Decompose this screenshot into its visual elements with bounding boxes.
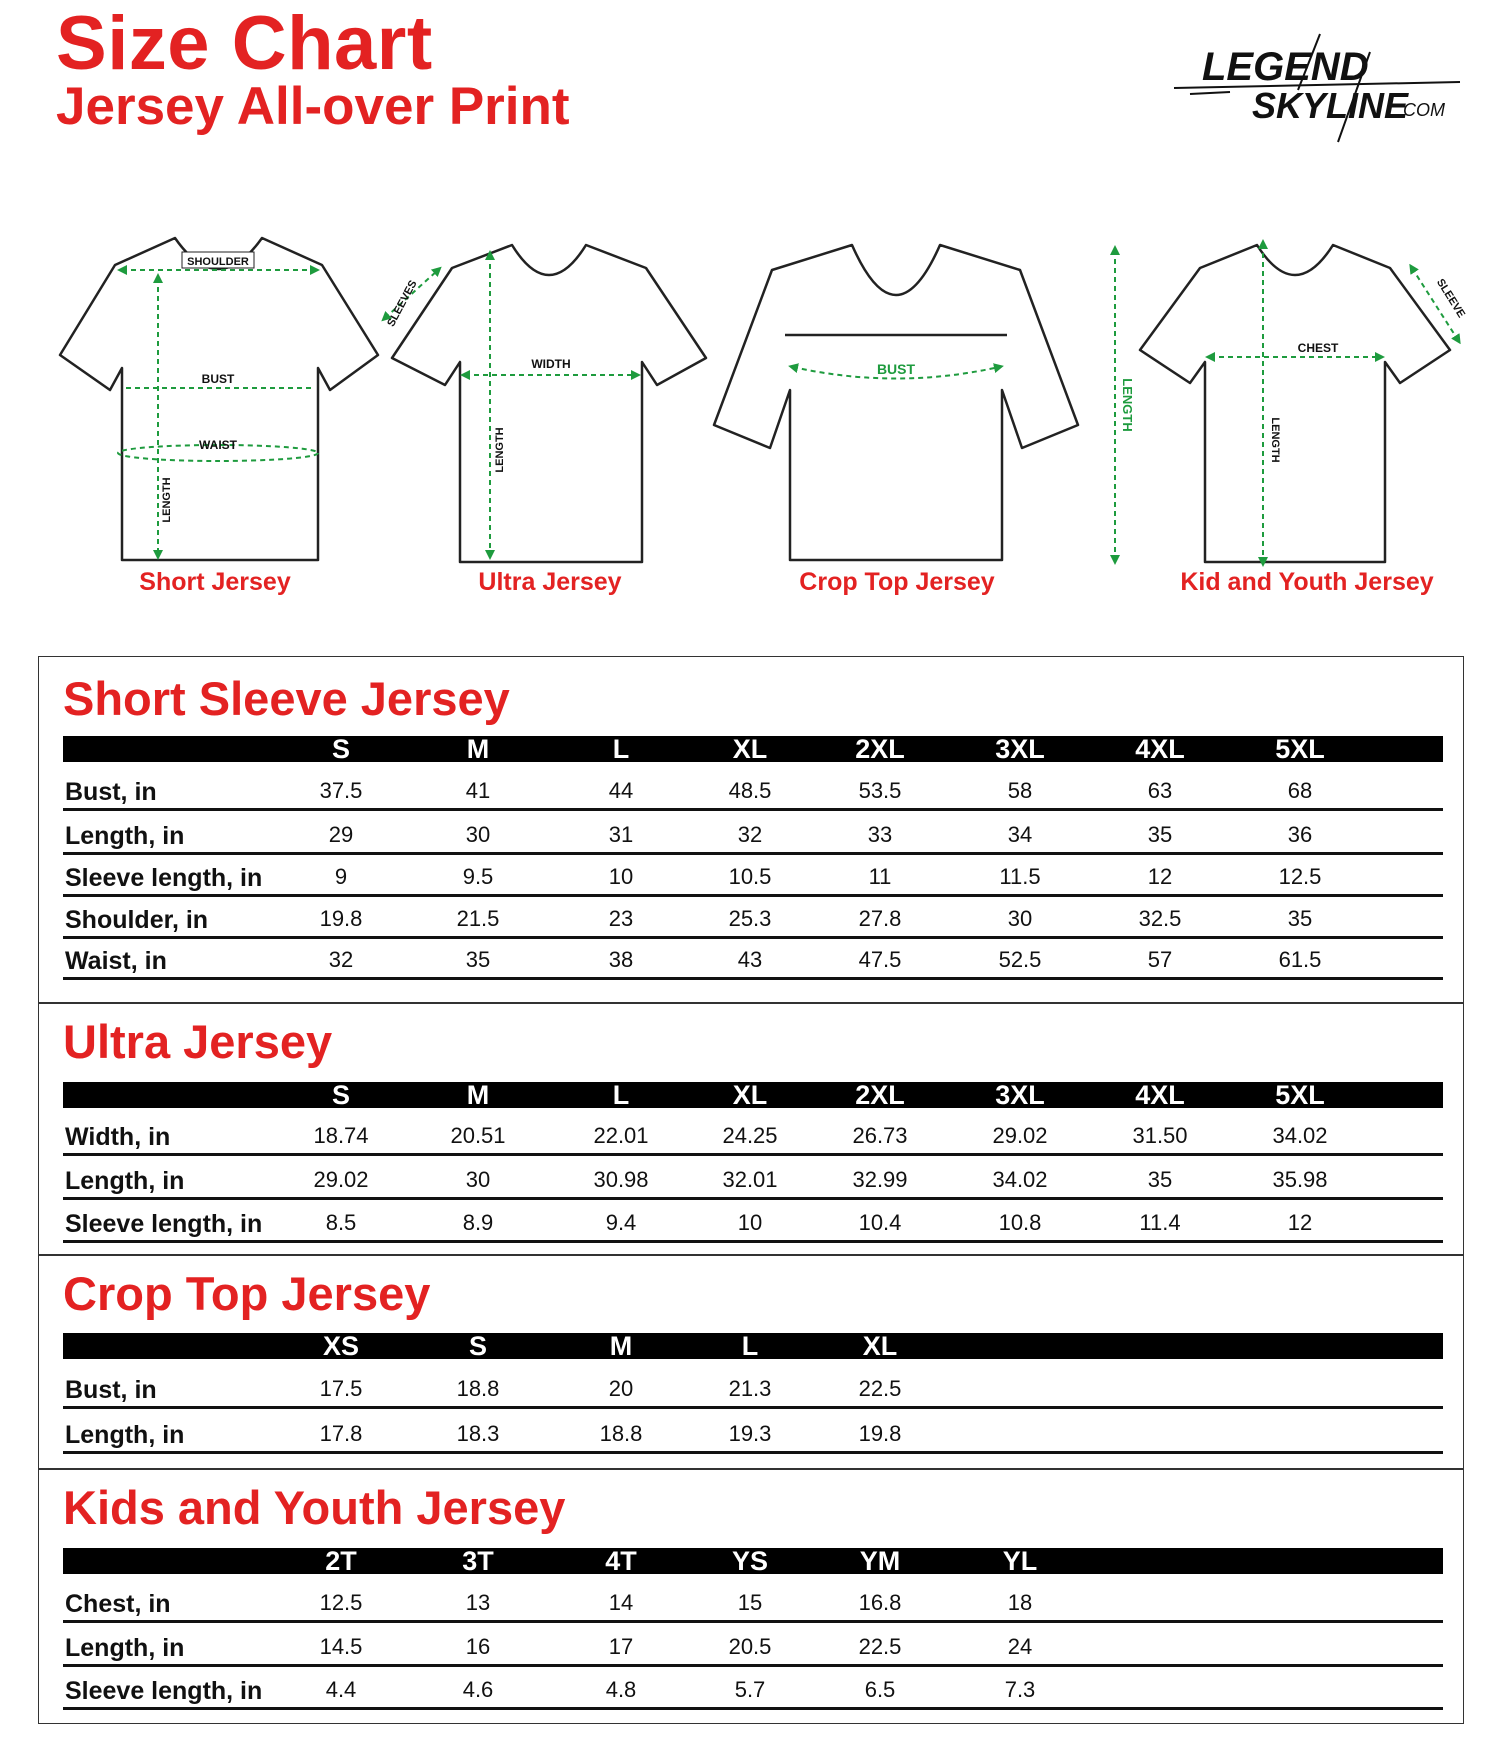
measurement-value: 10.5 (728, 864, 772, 889)
measurement-value: 7.3 (1004, 1677, 1036, 1702)
measurement-value: 68 (1287, 778, 1313, 803)
size-header-cell: XS (322, 1331, 360, 1361)
table-row (63, 855, 1443, 897)
size-header-cell: 5XL (1275, 1080, 1325, 1110)
table-row (63, 762, 1443, 811)
label-width: WIDTH (531, 357, 571, 371)
measurement-value: 12.5 (319, 1590, 363, 1615)
measurement-value: 6.5 (864, 1677, 896, 1702)
size-header-cell: M (466, 734, 490, 764)
measurement-value: 5.7 (734, 1677, 766, 1702)
measurement-value: 25.3 (728, 906, 772, 931)
measurement-value: 8.5 (325, 1210, 357, 1235)
measurement-value: 36 (1287, 822, 1313, 847)
size-header-cell: 4T (605, 1546, 637, 1576)
label-bust-short: BUST (201, 372, 235, 386)
garment-diagrams (0, 225, 1500, 570)
logo-skyline: SKYLINE (1252, 85, 1409, 126)
size-table-section (38, 1003, 1464, 1255)
size-header-cell: S (331, 734, 350, 764)
measurement-value: 35 (1287, 906, 1313, 931)
logo-legend: LEGEND (1202, 45, 1369, 89)
label-length-short: LENGTH (161, 477, 173, 523)
size-table-section (38, 1255, 1464, 1469)
measurement-value: 53.5 (858, 778, 902, 803)
label-waist: WAIST (199, 438, 237, 452)
measurement-value: 24.25 (722, 1123, 778, 1148)
measurement-value: 52.5 (998, 947, 1042, 972)
measurement-value: 31 (608, 822, 634, 847)
measurement-value: 35 (1147, 1167, 1173, 1192)
measurement-value: 22.5 (858, 1634, 902, 1659)
measurement-value: 4.4 (325, 1677, 357, 1702)
measurement-value: 18.3 (456, 1421, 500, 1446)
measurement-value: 16.8 (858, 1590, 902, 1615)
measurement-label: Sleeve length, in (65, 1677, 263, 1705)
measurement-value: 30.98 (593, 1167, 649, 1192)
measurement-value: 12 (1147, 864, 1173, 889)
measurement-value: 33 (867, 822, 893, 847)
measurement-label: Sleeve length, in (65, 864, 263, 892)
measurement-label: Length, in (65, 1421, 185, 1449)
measurement-value: 14 (608, 1590, 634, 1615)
table-row (63, 1156, 1443, 1200)
measurement-value: 12.5 (1278, 864, 1322, 889)
table-row (63, 1359, 1443, 1409)
measurement-value: 31.50 (1132, 1123, 1188, 1148)
size-header-cell: S (331, 1080, 350, 1110)
size-header-cell: XL (862, 1331, 898, 1361)
table-row (63, 811, 1443, 855)
measurement-value: 9.5 (462, 864, 494, 889)
label-chest: CHEST (1297, 341, 1339, 355)
measurement-value: 35 (465, 947, 491, 972)
table-header (63, 1333, 1443, 1359)
page-title: Size Chart (56, 1, 433, 86)
label-sleeve: SLEEVE (1433, 276, 1468, 320)
label-shoulder: SHOULDER (187, 256, 249, 268)
measurement-value: 24 (1007, 1634, 1033, 1659)
measurement-label: Length, in (65, 1167, 185, 1195)
measurement-label: Shoulder, in (65, 906, 209, 934)
table-row (63, 939, 1443, 980)
label-bust-crop: BUST (876, 361, 916, 377)
size-header-cell: YM (859, 1546, 901, 1576)
size-header-cell: 2XL (855, 734, 905, 764)
size-header-cell: 3XL (995, 1080, 1045, 1110)
size-header-cell: L (612, 1080, 630, 1110)
measurement-value: 35 (1147, 822, 1173, 847)
table-row (63, 1409, 1443, 1454)
measurement-value: 16 (465, 1634, 491, 1659)
size-header-cell: M (609, 1331, 633, 1361)
size-header-cell: 2T (325, 1546, 357, 1576)
table-row (63, 1108, 1443, 1156)
measurement-value: 21.3 (728, 1376, 772, 1401)
caption-short-jersey: Short Jersey (139, 568, 291, 596)
size-header-cell: YL (1002, 1546, 1038, 1576)
measurement-value: 17 (608, 1634, 634, 1659)
measurement-value: 38 (608, 947, 634, 972)
measurement-value: 44 (608, 778, 634, 803)
table-header (63, 1082, 1443, 1108)
measurement-value: 29.02 (313, 1167, 369, 1192)
measurement-value: 30 (1007, 906, 1033, 931)
label-sleeves: SLEEVES (385, 278, 420, 329)
short-jersey-outline (60, 238, 378, 560)
legend-skyline-logo (1170, 30, 1470, 145)
label-length-kid: LENGTH (1269, 417, 1281, 463)
measurement-value: 15 (737, 1590, 763, 1615)
measurement-value: 43 (737, 947, 763, 972)
measurement-value: 29.02 (992, 1123, 1048, 1148)
measurement-value: 20.51 (450, 1123, 506, 1148)
measurement-value: 4.6 (462, 1677, 494, 1702)
measurement-value: 19.8 (858, 1421, 902, 1446)
table-row (63, 897, 1443, 939)
measurement-value: 34.02 (992, 1167, 1048, 1192)
measurement-value: 20 (608, 1376, 634, 1401)
measurement-value: 32.01 (722, 1167, 778, 1192)
size-header-cell: 3XL (995, 734, 1045, 764)
measurement-value: 32 (737, 822, 763, 847)
measurement-value: 17.5 (319, 1376, 363, 1401)
logo-suffix: .COM (1398, 100, 1445, 120)
measurement-value: 32.99 (852, 1167, 908, 1192)
measurement-value: 48.5 (728, 778, 772, 803)
measurement-value: 14.5 (319, 1634, 363, 1659)
measurement-value: 22.01 (593, 1123, 649, 1148)
table-title: Crop Top Jersey (63, 1267, 431, 1320)
measurement-label: Width, in (65, 1123, 171, 1151)
measurement-value: 17.8 (319, 1421, 363, 1446)
measurement-value: 11.4 (1139, 1210, 1181, 1235)
measurement-value: 9 (334, 864, 348, 889)
measurement-value: 35.98 (1272, 1167, 1328, 1192)
measurement-value: 4.8 (605, 1677, 637, 1702)
measurement-label: Sleeve length, in (65, 1210, 263, 1238)
size-header-cell: 4XL (1135, 1080, 1185, 1110)
measurement-value: 19.8 (319, 906, 363, 931)
measurement-value: 41 (465, 778, 491, 803)
size-header-cell: L (612, 734, 630, 764)
table-row (63, 1623, 1443, 1667)
measurement-value: 32 (328, 947, 354, 972)
size-header-cell: YS (731, 1546, 769, 1576)
measurement-value: 11 (868, 864, 892, 889)
size-header-cell: M (466, 1080, 490, 1110)
measurement-value: 34 (1007, 822, 1033, 847)
measurement-label: Length, in (65, 1634, 185, 1662)
size-table (63, 1082, 1443, 1243)
measurement-value: 10.8 (998, 1210, 1042, 1235)
measurement-value: 10 (737, 1210, 763, 1235)
measurement-value: 47.5 (858, 947, 902, 972)
measurement-value: 10.4 (858, 1210, 902, 1235)
caption-crop-top-jersey: Crop Top Jersey (799, 568, 995, 596)
measurement-value: 58 (1007, 778, 1033, 803)
measurement-value: 8.9 (462, 1210, 494, 1235)
measurement-value: 22.5 (858, 1376, 902, 1401)
size-table-section (38, 1469, 1464, 1724)
measurement-value: 34.02 (1272, 1123, 1328, 1148)
measurement-label: Bust, in (65, 778, 157, 806)
measurement-value: 23 (608, 906, 634, 931)
measurement-value: 11.5 (999, 864, 1041, 889)
size-header-cell: XL (732, 1080, 768, 1110)
measurement-value: 29 (328, 822, 354, 847)
measurement-label: Waist, in (65, 947, 167, 975)
measurement-value: 20.5 (728, 1634, 772, 1659)
size-table-section (38, 656, 1464, 1003)
measurement-value: 18.8 (599, 1421, 643, 1446)
size-table (63, 1548, 1443, 1710)
size-header-cell: 2XL (855, 1080, 905, 1110)
size-header-cell: 3T (462, 1546, 494, 1576)
table-header (63, 1548, 1443, 1574)
measurement-value: 37.5 (319, 778, 363, 803)
caption-ultra-jersey: Ultra Jersey (478, 568, 622, 596)
size-header-cell: XL (732, 734, 768, 764)
measurement-value: 10 (608, 864, 634, 889)
label-length-ultra: LENGTH (494, 427, 506, 473)
size-table (63, 736, 1443, 980)
measurement-value: 21.5 (456, 906, 500, 931)
measurement-value: 18 (1007, 1590, 1033, 1615)
size-header-cell: 5XL (1275, 734, 1325, 764)
caption-kid-youth-jersey: Kid and Youth Jersey (1180, 568, 1434, 596)
measurement-value: 18.8 (456, 1376, 500, 1401)
measurement-value: 57 (1147, 947, 1173, 972)
measurement-label: Length, in (65, 822, 185, 850)
measurement-value: 26.73 (852, 1123, 908, 1148)
table-title: Kids and Youth Jersey (63, 1481, 566, 1534)
table-row (63, 1574, 1443, 1623)
measurement-value: 19.3 (728, 1421, 772, 1446)
size-header-cell: 4XL (1135, 734, 1185, 764)
measurement-value: 27.8 (858, 906, 902, 931)
table-row (63, 1200, 1443, 1243)
measurement-value: 30 (465, 822, 491, 847)
measurement-value: 9.4 (605, 1210, 637, 1235)
measurement-value: 12 (1287, 1210, 1313, 1235)
measurement-label: Bust, in (65, 1376, 157, 1404)
measurement-value: 63 (1147, 778, 1173, 803)
measurement-value: 13 (465, 1590, 491, 1615)
table-row (63, 1667, 1443, 1710)
page-subtitle: Jersey All-over Print (56, 77, 570, 136)
measurement-label: Chest, in (65, 1590, 171, 1618)
measurement-value: 18.74 (313, 1123, 369, 1148)
ultra-jersey-outline (392, 245, 706, 562)
size-header-cell: L (741, 1331, 759, 1361)
measurement-value: 61.5 (1278, 947, 1322, 972)
measurement-value: 32.5 (1138, 906, 1182, 931)
measurement-value: 30 (465, 1167, 491, 1192)
kid-youth-jersey-outline (1140, 245, 1450, 562)
size-table (63, 1333, 1443, 1454)
label-length-crop: LENGTH (1120, 378, 1135, 432)
table-title: Ultra Jersey (63, 1015, 333, 1068)
crop-top-jersey-outline (714, 245, 1078, 560)
size-header-cell: S (468, 1331, 487, 1361)
table-header (63, 736, 1443, 762)
table-title: Short Sleeve Jersey (63, 672, 510, 725)
